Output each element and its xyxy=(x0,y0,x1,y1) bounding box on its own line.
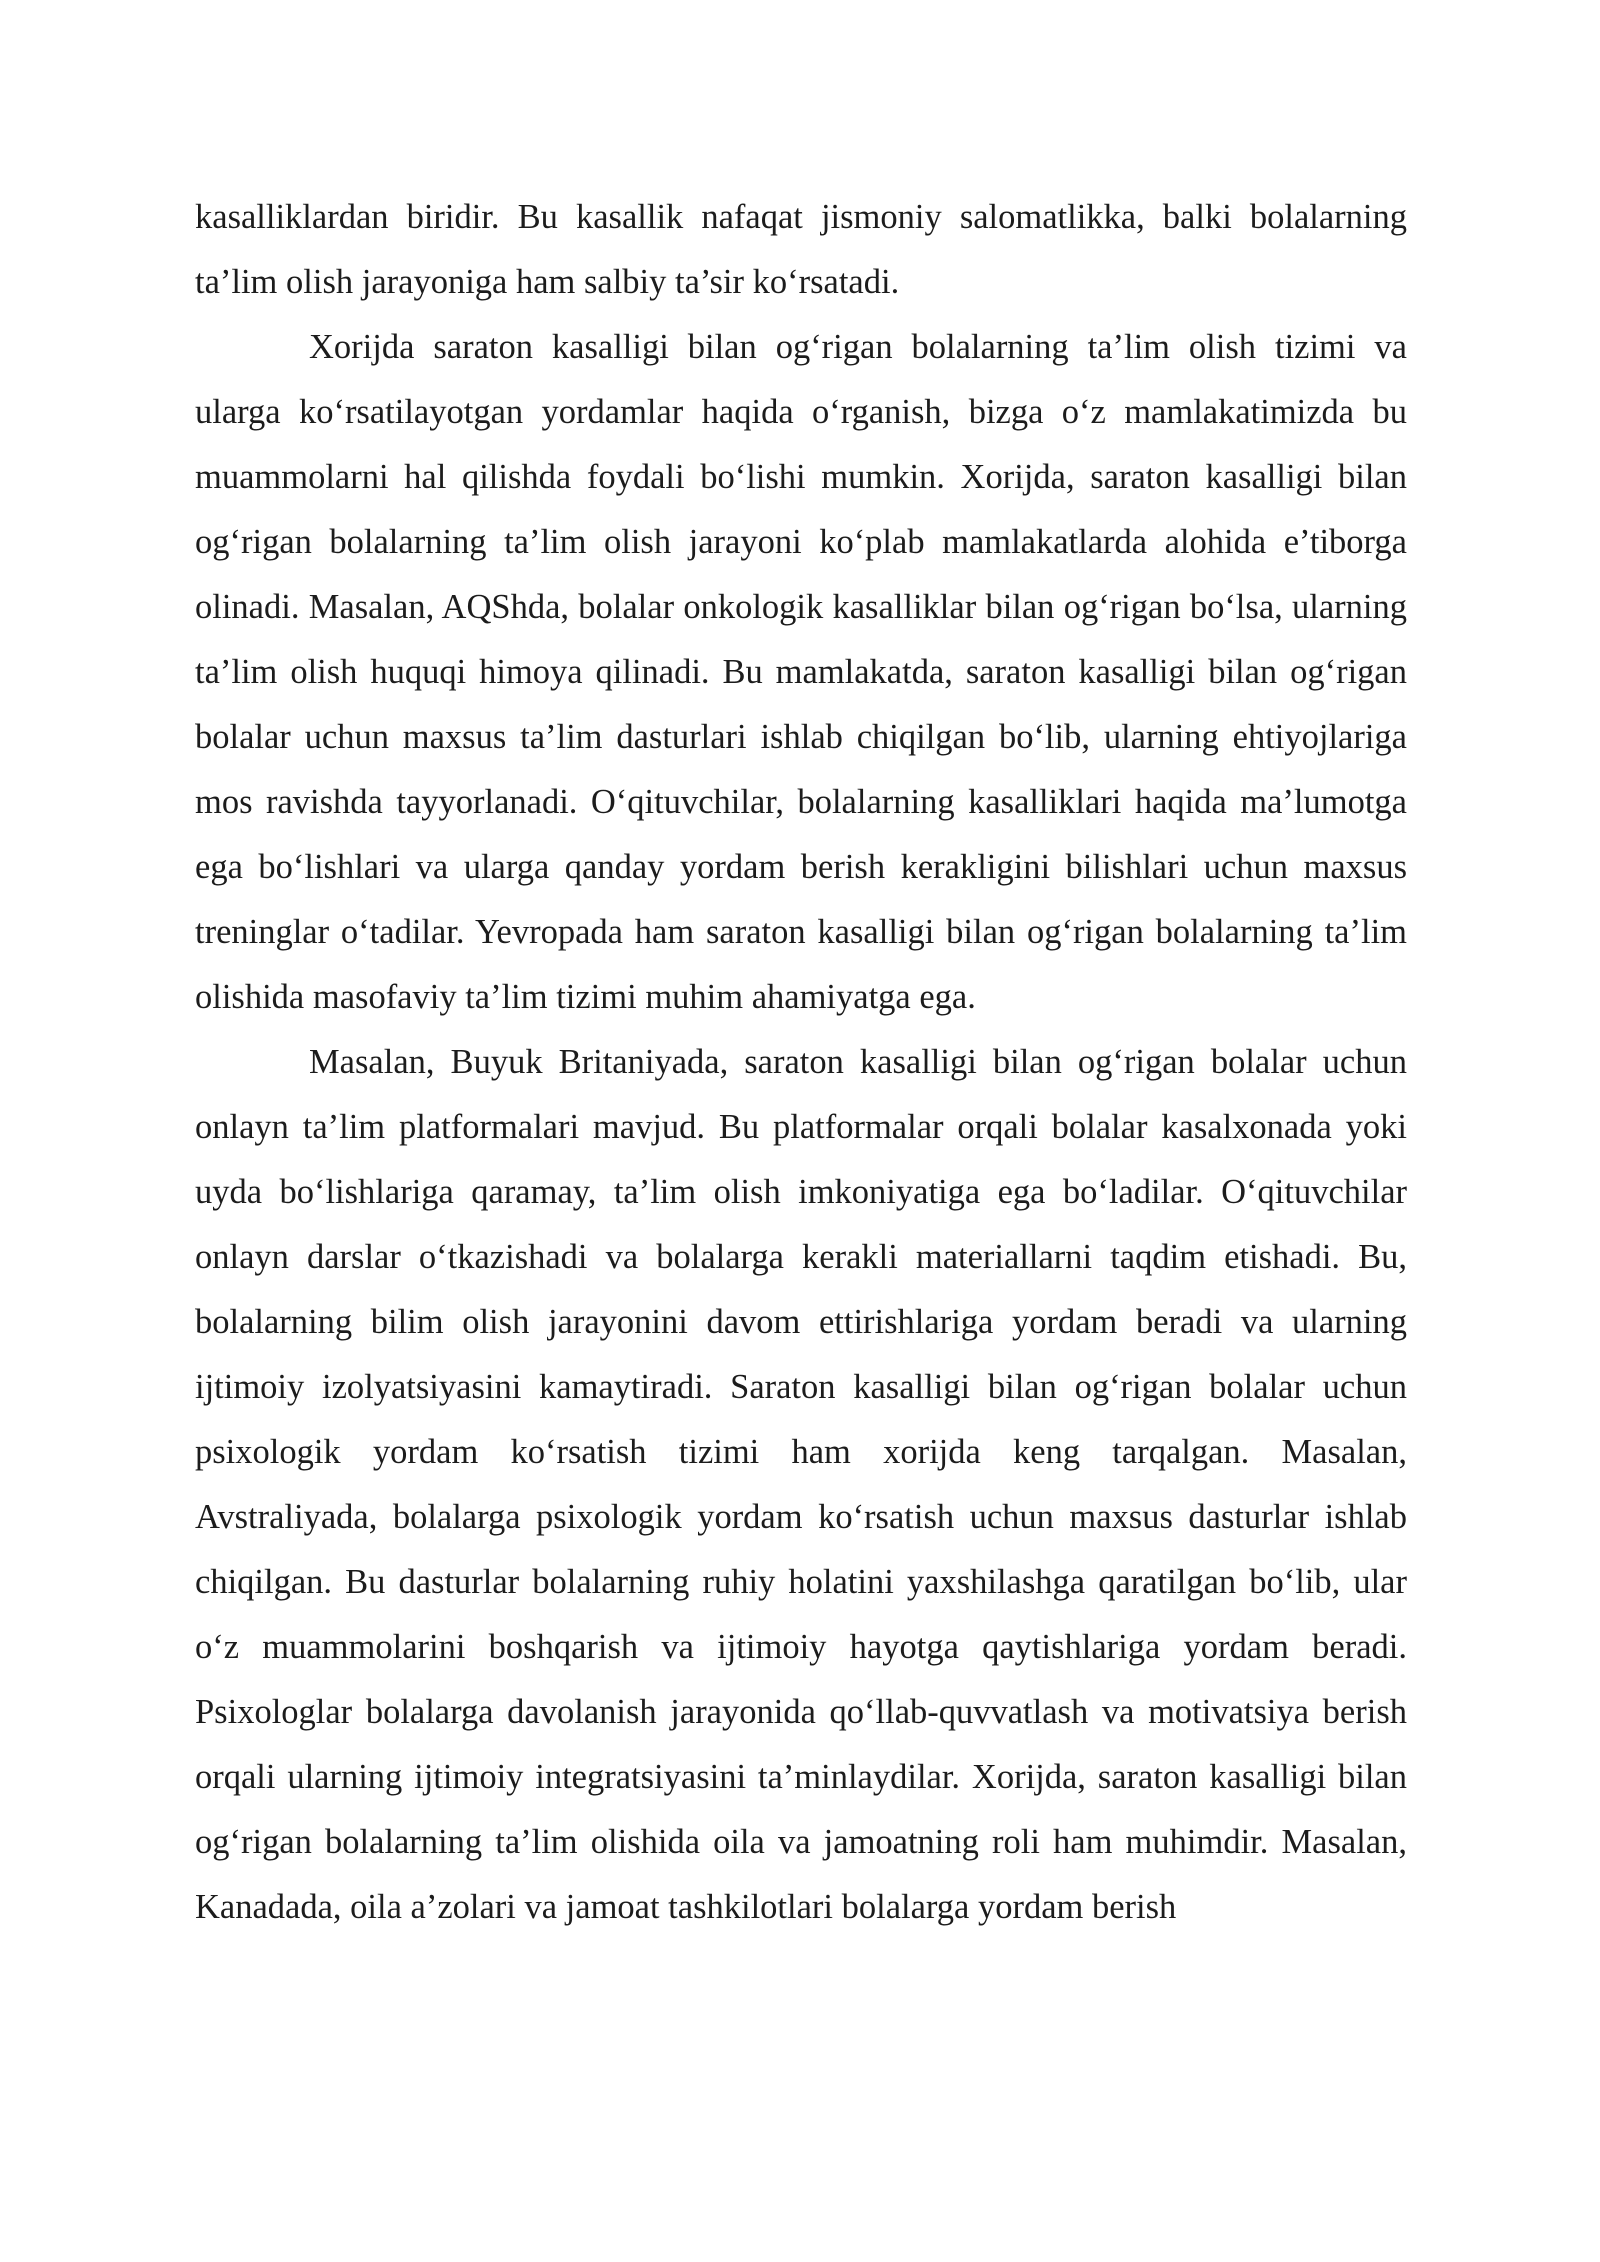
paragraph-2: Xorijda saraton kasalligi bilan og‘rigan bolalarning ta’lim olish tizimi va ularga ko‘rsatilayotgan yordamlar haqida o‘rganish, bizga o‘z mamlakatimizda bu muammolarni hal qilishda foydali bo‘lishi mumkin. Xorijda, saraton kasalligi bilan og‘rigan bolalarning ta’lim olish jarayoni ko‘plab mamlakatlarda alohida e’tiborga olinadi. Masalan, AQShda, bolalar onkologik kasalliklar bilan og‘rigan bo‘lsa, ularning ta’lim olish huquqi himoya qilinadi. Bu mamlakatda, saraton kasalligi bilan og‘rigan bolalar uchun maxsus ta’lim dasturlari ishlab chiqilgan bo‘lib, ularning ehtiyojlariga mos ravishda tayyorlanadi. O‘qituvchilar, bolalarning kasalliklari haqida ma’lumotga ega bo‘lishlari va ularga qanday yordam berish kerakligini bilishlari uchun maxsus treninglar o‘tadilar. Yevropada ham saraton kasalligi bilan og‘rigan bolalarning ta’lim olishida masofaviy ta’lim tizimi muhim ahamiyatga ega. xyxy=(195,328,1407,1016)
body-text xyxy=(195,185,1407,1940)
paragraph-3: Masalan, Buyuk Britaniyada, saraton kasalligi bilan og‘rigan bolalar uchun onlayn ta’lim platformalari mavjud. Bu platformalar orqali bolalar kasalxonada yoki uyda bo‘lishlariga qaramay, ta’lim olish imkoniyatiga ega bo‘ladilar. O‘qituvchilar onlayn darslar o‘tkazishadi va bolalarga kerakli materiallarni taqdim etishadi. Bu, bolalarning bilim olish jarayonini davom ettirishlariga yordam beradi va ularning ijtimoiy izolyatsiyasini kamaytiradi. Saraton kasalligi bilan og‘rigan bolalar uchun psixologik yordam ko‘rsatish tizimi ham xorijda keng tarqalgan. Masalan, Avstraliyada, bolalarga psixologik yordam ko‘rsatish uchun maxsus dasturlar ishlab chiqilgan. Bu dasturlar bolalarning ruhiy holatini yaxshilashga qaratilgan bo‘lib, ular o‘z muammolarini boshqarish va ijtimoiy hayotga qaytishlariga yordam beradi. Psixologlar bolalarga davolanish jarayonida qo‘llab-quvvatlash va motivatsiya berish orqali ularning ijtimoiy integratsiyasini ta’minlaydilar. Xorijda, saraton kasalligi bilan og‘rigan bolalarning ta’lim olishida oila va jamoatning roli ham muhimdir. Masalan, Kanadada, oila a’zolari va jamoat tashkilotlari bolalarga yordam berish xyxy=(195,1043,1407,1926)
paragraph-1: kasalliklardan biridir. Bu kasallik nafaqat jismoniy salomatlikka, balki bolalarning ta’lim olish jarayoniga ham salbiy ta’sir ko‘rsatadi. xyxy=(195,198,1407,301)
